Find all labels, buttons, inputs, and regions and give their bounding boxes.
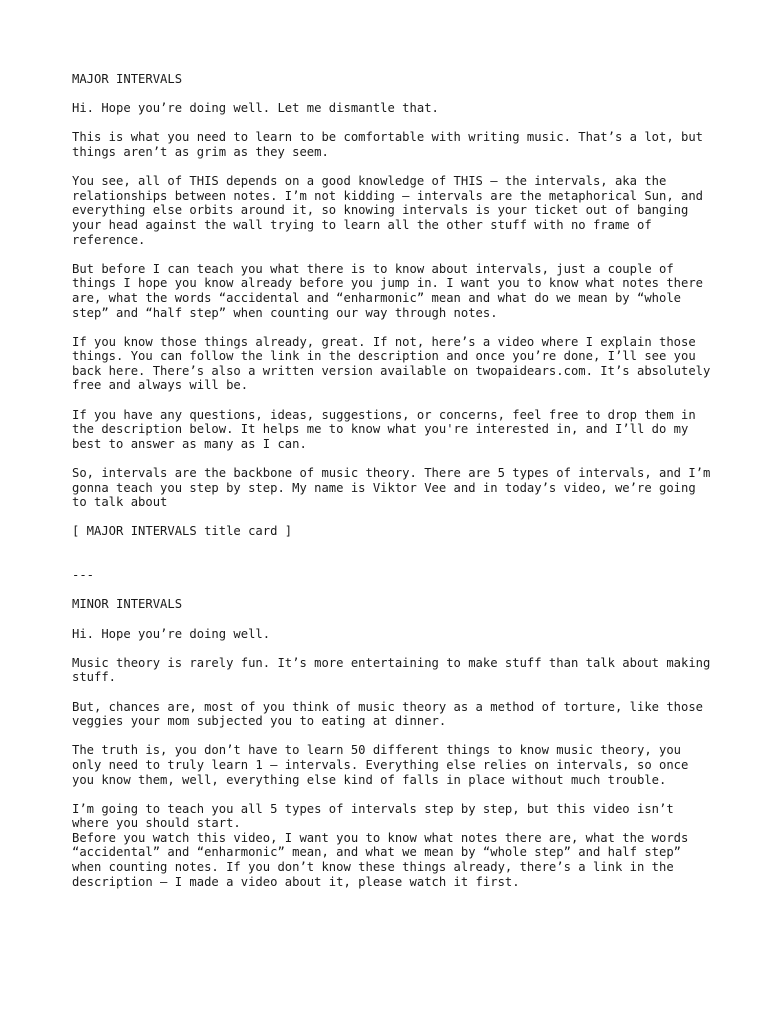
document-page (72, 72, 712, 904)
paragraph: So, intervals are the backbone of music theory. There are 5 types of intervals, and I’m gonna teach you step by step. My name is Viktor Vee and in today’s video, we’re going to talk about (72, 466, 711, 510)
paragraph: Hi. Hope you’re doing well. (72, 626, 271, 641)
paragraph: But before I can teach you what there is to know about intervals, just a couple of things I hope you know already before you jump in. I want you to know what notes there are, what the words “accidental and “enharmonic” mean and what do we mean by “whole step” and “half step” when counting our way through notes. (72, 261, 704, 320)
section-separator: --- (72, 568, 95, 583)
paragraph: Hi. Hope you’re doing well. Let me dismantle that. (72, 101, 439, 116)
section-heading-minor-intervals: MINOR INTERVALS (72, 597, 183, 612)
paragraph: The truth is, you don’t have to learn 50 different things to know music theory, you only need to truly learn 1 – intervals. Everything else relies on intervals, so once you know them, well, everything else kind of falls in place without much trouble. (72, 743, 689, 787)
paragraph: Before you watch this video, I want you to know what notes there are, what the words “accidental” and “enharmonic” mean, and what we mean by “whole step” and half step” when counting notes. If you don’t know these things already, there’s a link in the description – I made a video about it, please watch it first. (72, 830, 689, 889)
section-heading-major-intervals: MAJOR INTERVALS (72, 72, 183, 86)
paragraph: If you know those things already, great. If not, here’s a video where I explain those things. You can follow the link in the description and once you’re done, I’ll see you back here. There’s also a written version available on twopaidears.com. It’s absolutely free and always will be. (72, 334, 711, 393)
paragraph: You see, all of THIS depends on a good knowledge of THIS – the intervals, aka the relationships between notes. I’m not kidding – intervals are the metaphorical Sun, and everything else orbits around it, so knowing intervals is your ticket out of banging your head against the wall trying to learn all the other stuff with no frame of reference. (72, 174, 704, 247)
blank-line (72, 554, 712, 569)
paragraph: Music theory is rarely fun. It’s more entertaining to make stuff than talk about making stuff. (72, 655, 711, 685)
paragraph: I’m going to teach you all 5 types of intervals step by step, but this video isn’t where you should start. (72, 801, 674, 831)
paragraph: If you have any questions, ideas, suggestions, or concerns, feel free to drop them in the description below. It helps me to know what you're interested in, and I’ll do my best to answer as many as I can. (72, 407, 696, 451)
title-card-note: [ MAJOR INTERVALS title card ] (72, 524, 293, 539)
paragraph: This is what you need to learn to be comfortable with writing music. That’s a lot, but things aren’t as grim as they seem. (72, 130, 704, 159)
paragraph: But, chances are, most of you think of music theory as a method of torture, like those veggies your mom subjected you to eating at dinner. (72, 699, 704, 729)
